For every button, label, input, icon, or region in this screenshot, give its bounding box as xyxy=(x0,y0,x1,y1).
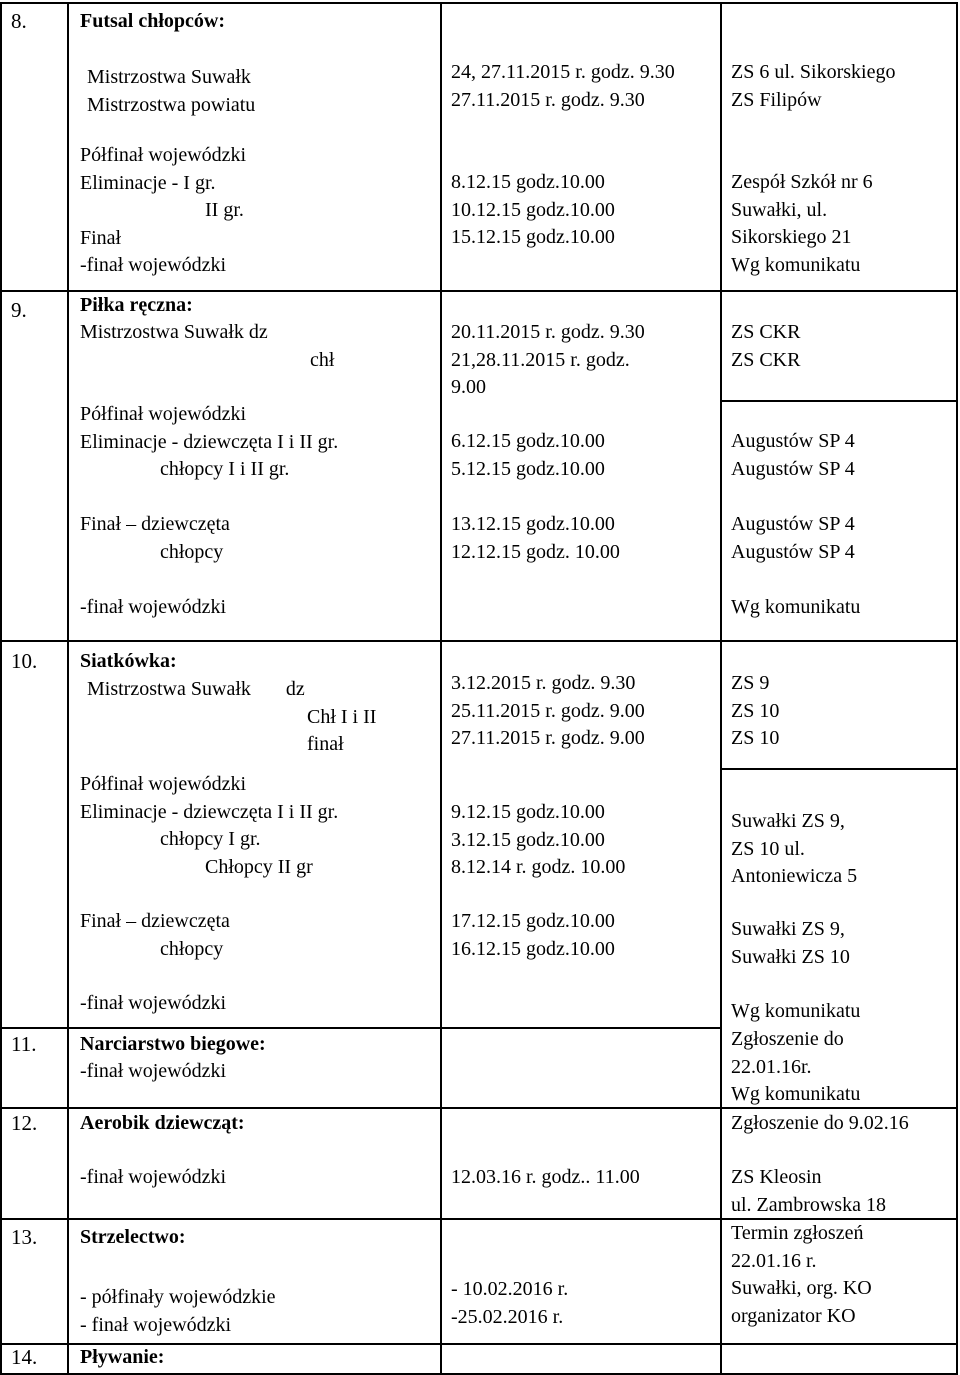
place-line: ZS 10 xyxy=(731,727,780,749)
place-line: Zespół Szkół nr 6 xyxy=(731,171,873,193)
event-line: chłopcy I i II gr. xyxy=(160,458,290,480)
event-cell xyxy=(80,1284,276,1339)
date-line: 25.11.2015 r. godz. 9.00 xyxy=(451,699,645,722)
event-line: II gr. xyxy=(205,199,244,221)
discipline-title: Strzelectwo: xyxy=(80,1226,186,1248)
event-line: Finał – dziewczęta xyxy=(80,910,230,932)
place-line: ZS CKR xyxy=(731,348,801,371)
event-line: Finał xyxy=(80,226,122,249)
grid-line xyxy=(0,2,2,1373)
event-line: -finał wojewódzki xyxy=(80,992,227,1014)
place-line: organizator KO xyxy=(731,1304,856,1327)
grid-line xyxy=(0,1027,720,1029)
event-line: finał xyxy=(307,733,344,755)
event-cell xyxy=(80,771,338,881)
event-line: chłopcy xyxy=(160,937,224,960)
date-line: 9.00 xyxy=(451,376,486,398)
event-cell xyxy=(87,64,255,119)
date-line: 5.12.15 godz.10.00 xyxy=(451,457,605,480)
date-line: 27.11.2015 r. godz. 9.00 xyxy=(451,727,645,749)
place-line: Augustów SP 4 xyxy=(731,540,855,563)
grid-line xyxy=(720,2,722,1373)
date-line: 20.11.2015 r. godz. 9.30 xyxy=(451,321,645,343)
grid-line xyxy=(720,768,958,770)
event-line: -finał wojewódzki xyxy=(80,596,227,618)
place-line: ZS 6 ul. Sikorskiego xyxy=(731,61,896,83)
row-number: 9. xyxy=(11,298,27,322)
event-cell xyxy=(80,1164,226,1192)
event-line: -finał wojewódzki xyxy=(80,254,227,276)
date-line: 13.12.15 godz.10.00 xyxy=(451,513,615,535)
event-line: Mistrzostwa Suwałk xyxy=(87,66,251,88)
date-line: 12.03.16 r. godz.. 11.00 xyxy=(451,1166,640,1188)
place-line: Wg komunikatu xyxy=(731,1083,861,1105)
event-line: Finał – dziewczęta xyxy=(80,513,230,535)
event-line: Chł I i II xyxy=(307,705,377,728)
place-line: ZS 9 xyxy=(731,672,770,694)
place-line: Suwałki, org. KO xyxy=(731,1277,872,1299)
place-line: Suwałki ZS 9, xyxy=(731,918,845,940)
place-line: Antoniewicza 5 xyxy=(731,865,858,887)
date-line: 3.12.2015 r. godz. 9.30 xyxy=(451,672,636,694)
event-line: chł xyxy=(310,348,335,371)
date-line: 8.12.15 godz.10.00 xyxy=(451,171,605,193)
event-line: Eliminacje - I gr. xyxy=(80,171,216,194)
place-line: Suwałki, ul. xyxy=(731,198,828,221)
place-line: Augustów SP 4 xyxy=(731,513,855,535)
place-line: Zgłoszenie do 9.02.16 xyxy=(731,1112,909,1134)
grid-line xyxy=(720,400,958,402)
date-line: 9.12.15 godz.10.00 xyxy=(451,801,605,823)
date-line: 6.12.15 godz.10.00 xyxy=(451,430,605,452)
date-line: 3.12.15 godz.10.00 xyxy=(451,828,605,851)
date-cell xyxy=(451,169,615,252)
date-line: 12.12.15 godz. 10.00 xyxy=(451,540,620,563)
place-line: 22.01.16 r. xyxy=(731,1249,817,1272)
grid-line xyxy=(0,640,958,642)
place-cell xyxy=(731,428,855,483)
event-cell xyxy=(87,676,376,759)
event-cell xyxy=(80,594,226,622)
discipline-title: Siatkówka: xyxy=(80,650,177,672)
place-line: 22.01.16r. xyxy=(731,1055,812,1078)
date-line: 16.12.15 godz.10.00 xyxy=(451,937,615,960)
place-cell xyxy=(731,1110,909,1138)
grid-line xyxy=(67,2,69,1373)
event-line: Mistrzostwa powiatu xyxy=(87,93,256,116)
date-line: 10.12.15 godz.10.00 xyxy=(451,198,615,221)
place-line: Wg komunikatu xyxy=(731,1000,861,1022)
discipline-title: Futsal chłopców: xyxy=(80,10,225,32)
place-cell xyxy=(731,319,800,374)
date-cell xyxy=(451,670,645,753)
date-line: 24, 27.11.2015 r. godz. 9.30 xyxy=(451,61,675,83)
discipline-title: Aerobik dziewcząt: xyxy=(80,1112,245,1134)
place-line: Wg komunikatu xyxy=(731,253,861,276)
event-line: Chłopcy II gr xyxy=(205,855,313,878)
date-cell xyxy=(451,511,620,566)
place-cell xyxy=(731,1026,860,1109)
row-number: 8. xyxy=(11,9,27,33)
place-line: ZS 10 ul. xyxy=(731,837,805,860)
row-number: 13. xyxy=(11,1225,38,1249)
date-line: 17.12.15 godz.10.00 xyxy=(451,910,615,932)
place-cell xyxy=(731,998,860,1026)
event-line: - półfinały wojewódzkie xyxy=(80,1286,276,1308)
event-line: chłopcy I gr. xyxy=(160,828,261,850)
row-number: 11. xyxy=(11,1032,37,1056)
row-number: 14. xyxy=(11,1345,38,1369)
place-cell xyxy=(731,808,857,891)
event-line: Półfinał wojewódzki xyxy=(80,773,247,795)
place-cell xyxy=(731,169,873,279)
place-line: Zgłoszenie do xyxy=(731,1028,844,1050)
event-line: dz xyxy=(285,678,305,700)
event-line: Półfinał wojewódzki xyxy=(80,144,247,166)
date-cell xyxy=(451,908,615,963)
discipline-title: Piłka ręczna: xyxy=(80,294,193,316)
grid-line xyxy=(0,2,958,4)
date-line: -25.02.2016 r. xyxy=(451,1305,564,1328)
event-cell xyxy=(80,990,226,1018)
date-line: 8.12.14 r. godz. 10.00 xyxy=(451,856,626,878)
event-line: Eliminacje - dziewczęta I i II gr. xyxy=(80,430,339,453)
place-cell xyxy=(731,916,850,971)
row-number: 12. xyxy=(11,1111,38,1135)
place-cell xyxy=(731,1164,886,1219)
place-line: Wg komunikatu xyxy=(731,596,861,618)
event-cell xyxy=(80,142,246,280)
place-line: ZS CKR xyxy=(731,321,801,343)
event-cell xyxy=(80,1058,226,1086)
date-line: - 10.02.2016 r. xyxy=(451,1278,569,1300)
date-line: 15.12.15 godz.10.00 xyxy=(451,226,615,248)
place-line: Suwałki ZS 10 xyxy=(731,945,850,968)
event-line: Mistrzostwa Suwałk xyxy=(87,678,251,700)
place-line: ZS Filipów xyxy=(731,88,822,111)
place-cell xyxy=(731,670,779,753)
place-cell xyxy=(731,1220,872,1330)
date-line: 21,28.11.2015 r. godz. xyxy=(451,348,630,371)
event-cell xyxy=(80,319,334,374)
place-line: Termin zgłoszeń xyxy=(731,1222,864,1244)
place-line: ul. Zambrowska 18 xyxy=(731,1193,886,1216)
event-cell xyxy=(80,401,338,484)
date-cell xyxy=(451,319,645,402)
date-cell xyxy=(451,1276,568,1331)
event-line: - finał wojewódzki xyxy=(80,1313,232,1336)
place-line: Augustów SP 4 xyxy=(731,457,855,480)
event-cell xyxy=(80,908,230,963)
row-number: 10. xyxy=(11,649,38,673)
date-line: 27.11.2015 r. godz. 9.30 xyxy=(451,88,645,111)
discipline-title: Pływanie: xyxy=(80,1346,165,1368)
event-line: Eliminacje - dziewczęta I i II gr. xyxy=(80,800,339,823)
event-cell xyxy=(80,511,230,566)
grid-line xyxy=(956,2,958,1373)
event-line: -finał wojewódzki xyxy=(80,1166,227,1188)
event-line: -finał wojewódzki xyxy=(80,1060,227,1082)
date-cell xyxy=(451,799,625,882)
place-line: ZS 10 xyxy=(731,699,780,722)
place-line: Sikorskiego 21 xyxy=(731,226,852,248)
place-cell xyxy=(731,511,855,566)
date-cell xyxy=(451,1164,640,1192)
discipline-title: Narciarstwo biegowe: xyxy=(80,1033,266,1055)
date-cell xyxy=(451,59,675,114)
place-line: Suwałki ZS 9, xyxy=(731,810,845,832)
place-cell xyxy=(731,59,895,114)
place-cell xyxy=(731,594,860,622)
event-line: Mistrzostwa Suwałk dz xyxy=(80,321,268,343)
event-line: chłopcy xyxy=(160,540,224,563)
event-line: Półfinał wojewódzki xyxy=(80,403,247,425)
date-cell xyxy=(451,428,605,483)
place-line: ZS Kleosin xyxy=(731,1166,822,1188)
grid-line xyxy=(440,2,442,1373)
place-line: Augustów SP 4 xyxy=(731,430,855,452)
